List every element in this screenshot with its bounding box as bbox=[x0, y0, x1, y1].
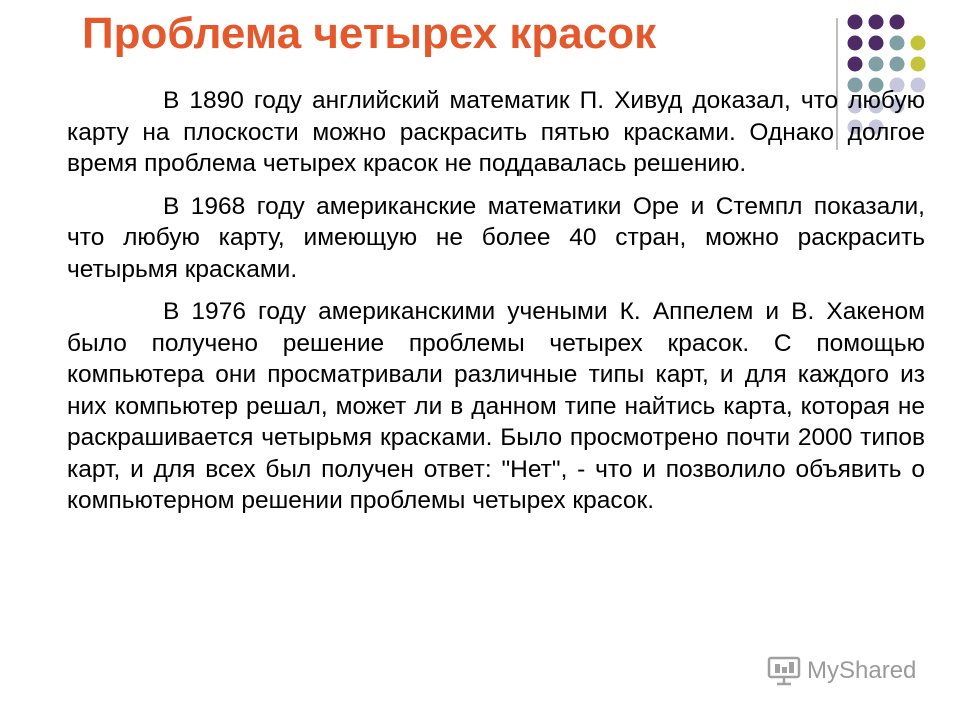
slide-title: Проблема четырех красок bbox=[82, 9, 657, 58]
decorative-dot bbox=[848, 57, 863, 72]
paragraph-1976: В 1976 году американскими учеными К. Аппелем и В. Хакеном было получено решение проблемы четырех красок. С помощью компьютера они просматривали различные типы карт, и для каждого из них компьютер решал, может ли в данном типе найтись карта, которая не раскрашивается четырьмя красками. Было просмотрено почти 2000 типов карт, и для всех был получен ответ: "Нет", - что и позволило объявить о компьютерном решении проблемы четырех красок. bbox=[67, 298, 925, 514]
paragraph-1890: В 1890 году английский математик П. Хивуд доказал, что любую карту на плоскости можно раскрасить пятью красками. Однако долгое время проблема четырех красок не поддавалась решению. bbox=[67, 87, 925, 177]
decorative-dot bbox=[848, 15, 863, 30]
watermark bbox=[766, 656, 916, 686]
decorative-dot bbox=[848, 36, 863, 51]
slide-body bbox=[67, 85, 925, 528]
presentation-board-icon bbox=[766, 656, 802, 686]
paragraph-1968: В 1968 году американские математики Оре и Стемпл показали, что любую карту, имеющую не более 40 стран, можно раскрасить четырьмя красками. bbox=[67, 192, 925, 283]
watermark-text: MyShared bbox=[807, 657, 917, 684]
decorative-dot bbox=[890, 36, 905, 51]
decorative-dot bbox=[911, 36, 926, 51]
decorative-dot bbox=[869, 36, 884, 51]
decorative-dot bbox=[890, 57, 905, 72]
decorative-dot bbox=[890, 15, 905, 30]
decorative-dot bbox=[911, 57, 926, 72]
decorative-dot bbox=[869, 15, 884, 30]
decorative-dot bbox=[869, 57, 884, 72]
